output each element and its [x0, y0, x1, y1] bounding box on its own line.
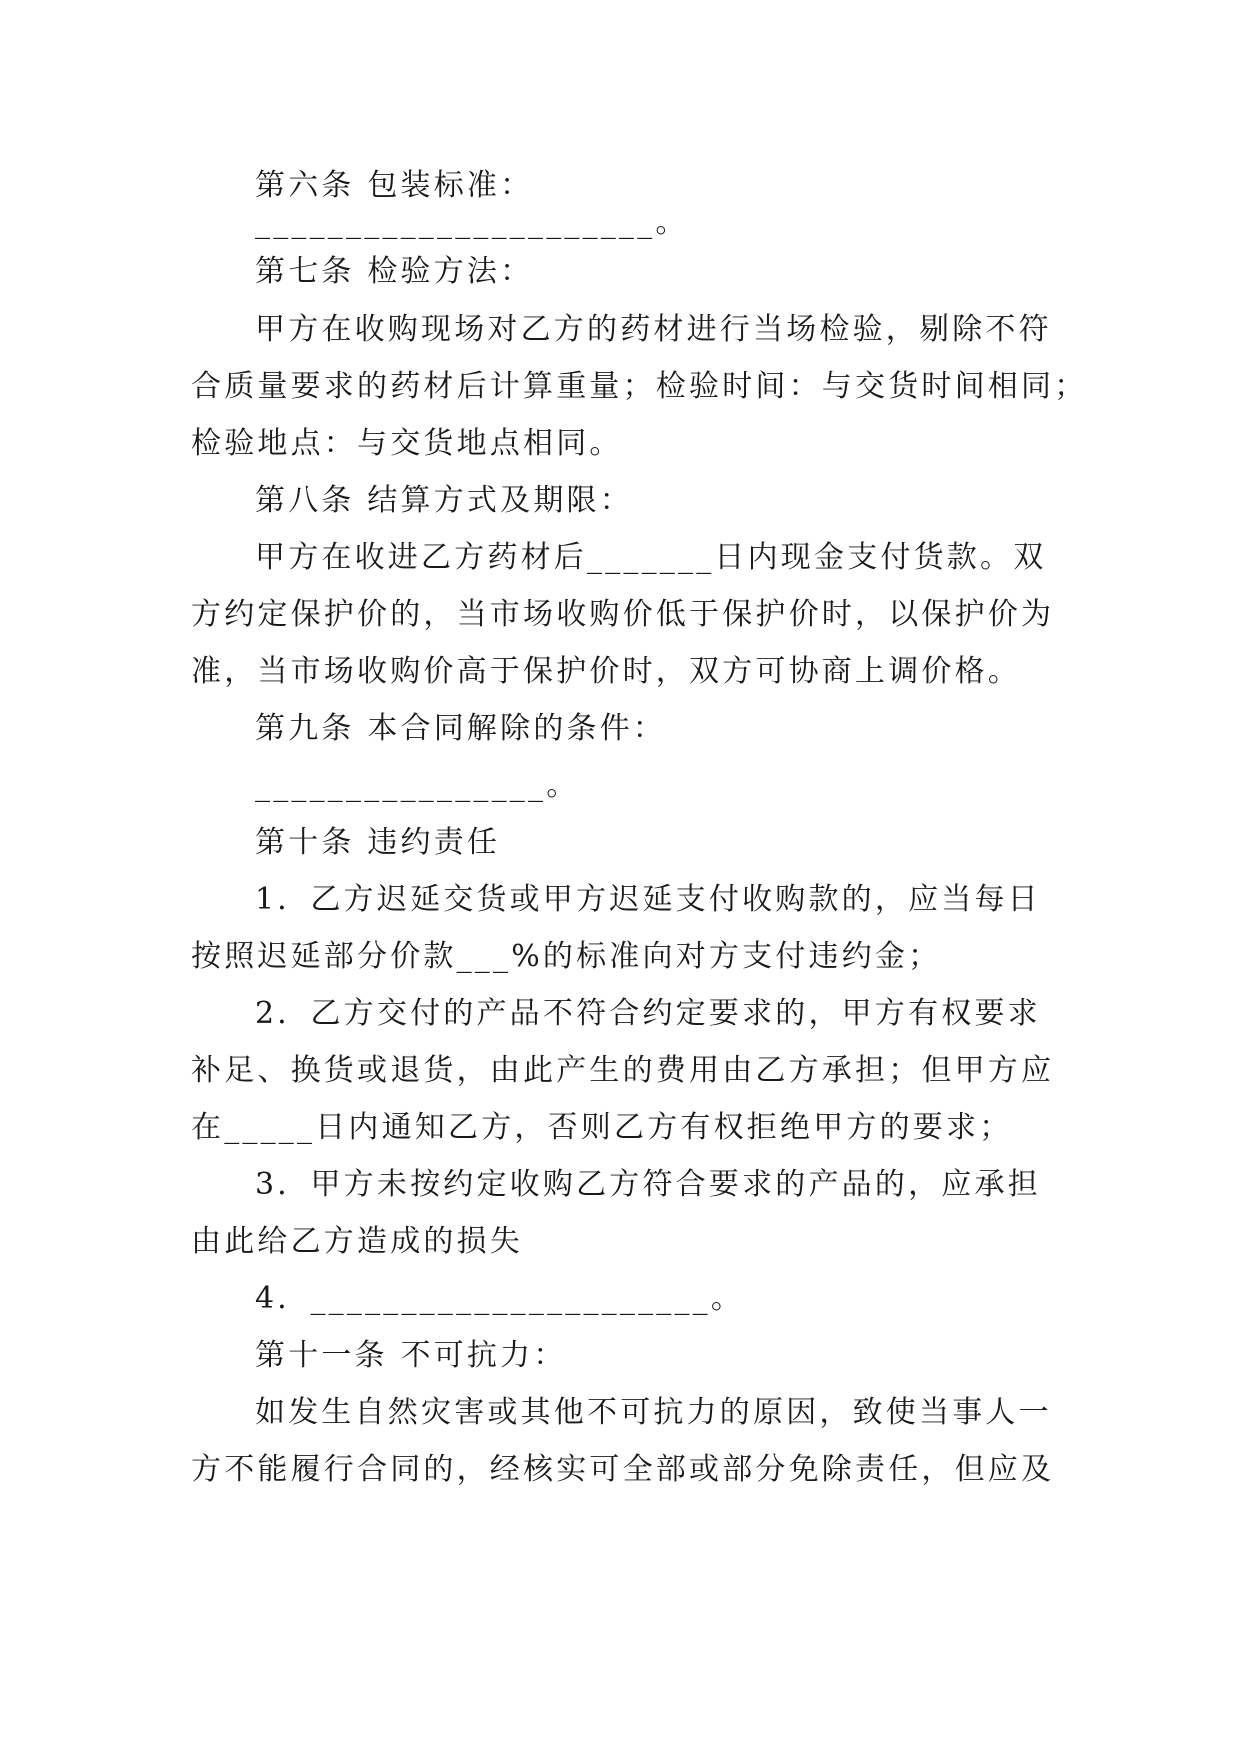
article-11-text-line-1: 如发生自然灾害或其他不可抗力的原因，致使当事人一: [255, 1395, 1052, 1430]
article-7-text-line-1: 甲方在收购现场对乙方的药材进行当场检验，剔除不符: [255, 312, 1052, 347]
article-8-text-line-3: 准，当市场收购价高于保护价时，双方可协商上调价格。: [191, 654, 1021, 689]
article-9-blank-line: ________________。: [255, 768, 580, 803]
article-8-text-line-1: 甲方在收进乙方药材后_______日内现金支付货款。双: [255, 540, 1047, 575]
article-7-text-line-2: 合质量要求的药材后计算重量；检验时间：与交货时间相同；: [191, 369, 1088, 404]
article-10-item-1-line-2: 按照迟延部分价款___%的标准向对方支付违约金；: [191, 939, 942, 974]
article-9-heading: 第九条 本合同解除的条件：: [255, 711, 667, 746]
article-11-text-line-2: 方不能履行合同的，经核实可全部或部分免除责任，但应及: [191, 1452, 1055, 1487]
article-10-item-3-line-2: 由此给乙方造成的损失: [191, 1224, 523, 1259]
article-10-item-2-line-3: 在_____日内通知乙方，否则乙方有权拒绝甲方的要求；: [191, 1110, 1013, 1145]
article-7-text-line-3: 检验地点：与交货地点相同。: [191, 426, 623, 461]
article-7-heading: 第七条 检验方法：: [255, 254, 534, 289]
article-6-blank-line: ______________________。: [255, 205, 689, 240]
article-10-item-2-line-2: 补足、换货或退货，由此产生的费用由乙方承担；但甲方应: [191, 1053, 1055, 1088]
article-8-heading: 第八条 结算方式及期限：: [255, 483, 633, 518]
article-10-item-1-line-1: 1．乙方迟延交货或甲方迟延支付收购款的，应当每日: [255, 882, 1041, 917]
article-8-text-line-2: 方约定保护价的，当市场收购价低于保护价时，以保护价为: [191, 597, 1055, 632]
article-10-item-4: 4．______________________。: [255, 1281, 745, 1316]
article-6-heading: 第六条 包装标准：: [255, 168, 534, 203]
article-10-item-2-line-1: 2．乙方交付的产品不符合约定要求的，甲方有权要求: [255, 996, 1041, 1031]
article-10-heading: 第十条 违约责任: [255, 825, 501, 860]
article-10-item-3-line-1: 3．甲方未按约定收购乙方符合要求的产品的，应承担: [255, 1167, 1041, 1202]
article-11-heading: 第十一条 不可抗力：: [255, 1338, 567, 1373]
